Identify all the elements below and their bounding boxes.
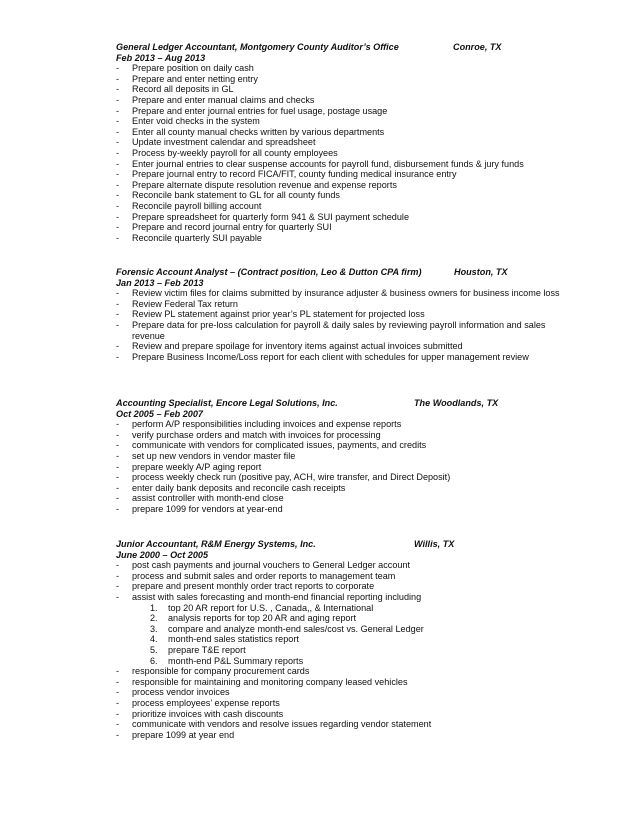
item-number: 6. [150, 655, 158, 666]
job-dates: Jan 2013 – Feb 2013 [116, 277, 204, 288]
bullet-text: responsible for maintaining and monitoring company leased vehicles [132, 676, 408, 687]
bullet-dash: - [116, 591, 120, 602]
job-dates: Feb 2013 – Aug 2013 [116, 52, 206, 63]
item-number: 5. [150, 644, 158, 655]
bullet-dash: - [116, 729, 120, 740]
bullet-dash: - [116, 232, 120, 243]
bullet-dash: - [116, 169, 120, 180]
job-title: Forensic Account Analyst – (Contract position, Leo & Dutton CPA firm) [116, 267, 422, 277]
bullet-item [116, 299, 576, 310]
bullet-item [116, 233, 576, 244]
bullet-text: Enter all county manual checks written by various departments [132, 126, 385, 137]
numbered-text: month-end P&L Summary reports [168, 655, 304, 666]
job-title: Junior Accountant, R&M Energy Systems, Inc. [116, 539, 316, 549]
bullet-item [116, 483, 576, 494]
job-forensic-account-analyst [116, 267, 576, 362]
bullet-text: Prepare spreadsheet for quarterly form 941 & SUI payment schedule [132, 211, 409, 222]
job-header [116, 267, 576, 278]
bullet-item [116, 419, 576, 430]
bullet-dash: - [116, 440, 120, 451]
bullet-item [116, 730, 576, 741]
bullet-item [116, 222, 576, 233]
duties-list [116, 560, 576, 602]
bullet-item [116, 698, 576, 709]
bullet-item [116, 106, 576, 117]
job-junior-accountant [116, 539, 576, 740]
bullet-text: process weekly check run (positive pay, ACH, wire transfer, and Direct Deposit) [132, 472, 451, 483]
bullet-text: Prepare Business Income/Loss report for each client with schedules for upper management review [132, 351, 529, 362]
bullet-text: post cash payments and journal vouchers to General Ledger account [132, 560, 411, 571]
bullet-text: Reconcile payroll billing account [132, 200, 262, 211]
bullet-dash: - [116, 666, 120, 677]
bullet-dash: - [116, 288, 120, 299]
bullet-item [116, 493, 576, 504]
bullet-item [116, 687, 576, 698]
bullet-text: Prepare and enter journal entries for fuel usage, postage usage [132, 105, 388, 116]
bullet-dash: - [116, 472, 120, 483]
bullet-text: prepare 1099 for vendors at year-end [132, 503, 283, 514]
bullet-dash: - [116, 63, 120, 74]
bullet-text: prepare and present monthly order tract reports to corporate [132, 581, 375, 592]
numbered-item [116, 603, 576, 614]
bullet-item [116, 180, 576, 191]
duties-list [116, 419, 576, 514]
bullet-text: communicate with vendors for complicated issues, payments, and credits [132, 440, 427, 451]
bullet-item [116, 201, 576, 212]
bullet-text: Prepare data for pre-loss calculation for payroll & daily sales by reviewing payroll information and sales revenue [132, 319, 546, 341]
bullet-dash: - [116, 309, 120, 320]
numbered-list [116, 603, 576, 667]
bullet-text: Process by-weekly payroll for all county employees [132, 147, 338, 158]
numbered-item [116, 624, 576, 635]
job-header [116, 539, 576, 550]
bullet-item [116, 719, 576, 730]
bullet-item [116, 352, 576, 363]
bullet-dash: - [116, 341, 120, 352]
bullet-text: Review PL statement against prior year’s PL statement for projected loss [132, 309, 425, 320]
bullet-text: process employees’ expense reports [132, 697, 280, 708]
job-general-ledger-accountant [116, 42, 576, 243]
bullet-dash: - [116, 351, 120, 362]
bullet-dash: - [116, 137, 120, 148]
bullet-dash: - [116, 676, 120, 687]
bullet-text: Reconcile bank statement to GL for all county funds [132, 190, 340, 201]
bullet-item [116, 190, 576, 201]
job-location: Willis, TX [414, 539, 455, 549]
bullet-dash: - [116, 211, 120, 222]
numbered-item [116, 634, 576, 645]
bullet-item [116, 127, 576, 138]
bullet-dash: - [116, 126, 120, 137]
bullet-item [116, 169, 576, 180]
bullet-dash: - [116, 570, 120, 581]
bullet-item [116, 341, 576, 352]
bullet-dash: - [116, 560, 120, 571]
item-number: 4. [150, 634, 158, 645]
bullet-text: enter daily bank deposits and reconcile cash receipts [132, 482, 346, 493]
bullet-item [116, 74, 576, 85]
bullet-text: process and submit sales and order reports to management team [132, 570, 396, 581]
bullet-text: assist controller with month-end close [132, 493, 284, 504]
bullet-text: Review victim files for claims submitted by insurance adjuster & business owners for business income loss [132, 288, 560, 299]
bullet-text: Enter void checks in the system [132, 116, 260, 127]
bullet-text: prepare weekly A/P aging report [132, 461, 262, 472]
job-title: General Ledger Accountant, Montgomery County Auditor’s Office [116, 42, 399, 52]
numbered-text: compare and analyze month-end sales/cost vs. General Ledger [168, 623, 424, 634]
job-title: Accounting Specialist, Encore Legal Solutions, Inc. [116, 398, 338, 408]
bullet-text: Review Federal Tax return [132, 298, 238, 309]
bullet-item [116, 571, 576, 582]
bullet-dash: - [116, 200, 120, 211]
bullet-dash: - [116, 105, 120, 116]
numbered-item [116, 645, 576, 656]
bullet-text: Record all deposits in GL [132, 84, 234, 95]
bullet-dash: - [116, 84, 120, 95]
bullet-dash: - [116, 461, 120, 472]
job-location: The Woodlands, TX [414, 398, 499, 408]
bullet-item [116, 84, 576, 95]
bullet-dash: - [116, 319, 120, 330]
numbered-text: top 20 AR report for U.S. , Canada,, & International [168, 602, 374, 613]
bullet-text: Prepare alternate dispute resolution revenue and expense reports [132, 179, 397, 190]
job-dates: Oct 2005 – Feb 2007 [116, 408, 203, 419]
numbered-item [116, 656, 576, 667]
bullet-text: Reconcile quarterly SUI payable [132, 232, 262, 243]
numbered-item [116, 613, 576, 624]
bullet-dash: - [116, 581, 120, 592]
bullet-text: responsible for company procurement cards [132, 666, 310, 677]
job-header [116, 42, 576, 53]
item-number: 2. [150, 613, 158, 624]
bullet-text: Prepare journal entry to record FICA/FIT, county funding medical insurance entry [132, 169, 457, 180]
bullet-text: set up new vendors in vendor master file [132, 450, 296, 461]
bullet-text: Prepare and enter manual claims and checks [132, 94, 315, 105]
bullet-dash: - [116, 298, 120, 309]
bullet-text: Review and prepare spoilage for inventory items against actual invoices submitted [132, 341, 463, 352]
bullet-text: Prepare and enter netting entry [132, 73, 258, 84]
numbered-text: analysis reports for top 20 AR and aging report [168, 613, 357, 624]
bullet-text: Prepare position on daily cash [132, 63, 254, 74]
bullet-item [116, 137, 576, 148]
bullet-text: perform A/P responsibilities including invoices and expense reports [132, 419, 402, 430]
bullet-item [116, 451, 576, 462]
bullet-item [116, 666, 576, 677]
bullet-item [116, 677, 576, 688]
bullet-item [116, 148, 576, 159]
bullet-item [116, 309, 576, 320]
bullet-item [116, 116, 576, 127]
bullet-item [116, 430, 576, 441]
bullet-dash: - [116, 73, 120, 84]
bullet-dash: - [116, 493, 120, 504]
bullet-item [116, 320, 576, 341]
bullet-dash: - [116, 116, 120, 127]
bullet-dash: - [116, 419, 120, 430]
item-number: 1. [150, 602, 158, 613]
bullet-item [116, 560, 576, 571]
bullet-item [116, 472, 576, 483]
bullet-text: Prepare and record journal entry for quarterly SUI [132, 222, 332, 233]
bullet-dash: - [116, 147, 120, 158]
bullet-dash: - [116, 190, 120, 201]
bullet-text: Enter journal entries to clear suspense accounts for payroll fund, disbursement funds & jury funds [132, 158, 524, 169]
bullet-dash: - [116, 94, 120, 105]
bullet-dash: - [116, 503, 120, 514]
bullet-text: assist with sales forecasting and month-end financial reporting including [132, 591, 422, 602]
job-header [116, 398, 576, 409]
bullet-dash: - [116, 482, 120, 493]
duties-list [116, 63, 576, 243]
bullet-item [116, 709, 576, 720]
bullet-dash: - [116, 179, 120, 190]
bullet-text: prepare 1099 at year end [132, 729, 235, 740]
duties-list [116, 288, 576, 362]
job-location: Houston, TX [454, 267, 508, 277]
bullet-item [116, 462, 576, 473]
bullet-item [116, 440, 576, 451]
bullet-text: prioritize invoices with cash discounts [132, 708, 284, 719]
bullet-dash: - [116, 429, 120, 440]
bullet-text: communicate with vendors and resolve issues regarding vendor statement [132, 719, 432, 730]
duties-list [116, 666, 576, 740]
bullet-item [116, 159, 576, 170]
bullet-item [116, 592, 576, 603]
bullet-item [116, 504, 576, 515]
bullet-text: verify purchase orders and match with invoices for processing [132, 429, 381, 440]
bullet-item [116, 63, 576, 74]
job-location: Conroe, TX [453, 42, 502, 52]
job-accounting-specialist [116, 398, 576, 515]
bullet-dash: - [116, 708, 120, 719]
bullet-item [116, 95, 576, 106]
bullet-item [116, 212, 576, 223]
job-dates: June 2000 – Oct 2005 [116, 549, 209, 560]
numbered-text: month-end sales statistics report [168, 634, 299, 645]
bullet-dash: - [116, 687, 120, 698]
bullet-dash: - [116, 158, 120, 169]
bullet-text: Update investment calendar and spreadsheet [132, 137, 316, 148]
bullet-dash: - [116, 450, 120, 461]
item-number: 3. [150, 623, 158, 634]
numbered-text: prepare T&E report [168, 644, 246, 655]
bullet-dash: - [116, 222, 120, 233]
bullet-item [116, 288, 576, 299]
bullet-dash: - [116, 697, 120, 708]
bullet-dash: - [116, 719, 120, 730]
bullet-text: process vendor invoices [132, 687, 230, 698]
bullet-item [116, 581, 576, 592]
